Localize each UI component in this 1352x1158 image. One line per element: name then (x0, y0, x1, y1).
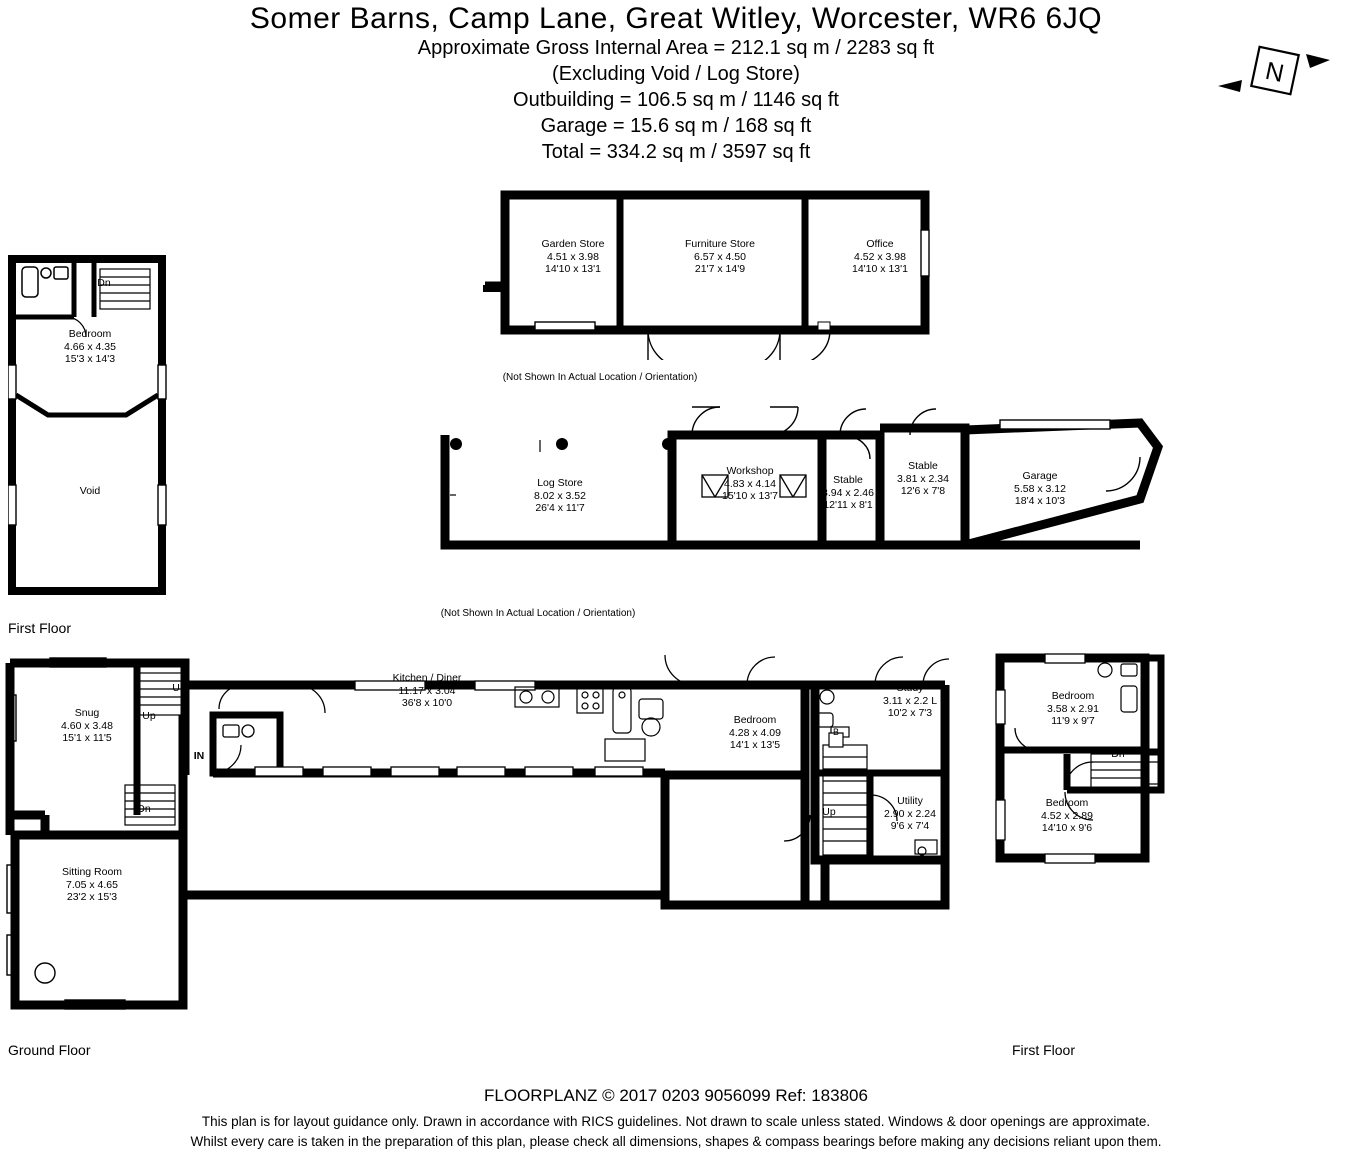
room-imperial: 36'8 x 10'0 (401, 697, 453, 709)
room-name: Office (866, 238, 894, 250)
room-label-bedroom-ff-right-1 (1018, 690, 1128, 728)
room-name: Snug (74, 707, 100, 719)
room-label-sitting-room (32, 866, 152, 904)
page-title: Somer Barns, Camp Lane, Great Witley, Worcester, WR6 6JQ (249, 2, 1103, 35)
first-floor-left-plan (8, 255, 168, 595)
room-name: Garden Store (541, 238, 605, 250)
room-label-study (862, 682, 958, 720)
room-imperial: 11'9 x 9'7 (1051, 715, 1095, 727)
room-imperial: 14'10 x 13'1 (852, 263, 908, 275)
room-imperial: 10'2 x 7'3 (887, 707, 933, 719)
room-name: Furniture Store (684, 238, 756, 250)
marker-dn-snug: Dn (137, 803, 151, 815)
room-imperial: 15'3 x 14'3 (64, 353, 116, 365)
room-name: Stable (908, 460, 938, 472)
room-imperial: 9'6 x 7'4 (890, 820, 930, 832)
room-imperial: 14'1 x 13'5 (729, 739, 781, 751)
room-metric: 3.11 x 2.2 L (882, 694, 938, 707)
room-metric: 7.05 x 4.65 (66, 878, 118, 891)
room-metric: 3.94 x 2.46 (822, 486, 874, 499)
svg-text:N: N (1262, 56, 1287, 89)
footer-disclaimer-2: Whilst every care is taken in the preparation of this plan, please check all dimensions, shapes & compass bearings before making any decisions reliant upon them. (190, 1134, 1162, 1149)
compass-icon (1210, 40, 1340, 100)
room-metric: 3.81 x 2.34 (897, 472, 949, 485)
room-name: Bedroom (68, 328, 112, 340)
room-imperial: 23'2 x 15'3 (66, 891, 118, 903)
room-name: Bedroom (733, 714, 777, 726)
room-label-kitchen-diner (362, 672, 492, 710)
room-imperial: 14'10 x 13'1 (545, 263, 601, 275)
room-label-bedroom-ff-left (45, 328, 135, 366)
room-name: Log Store (537, 477, 583, 489)
floor-label-ground-floor: Ground Floor (8, 1042, 91, 1058)
room-metric: 3.58 x 2.91 (1047, 702, 1099, 715)
area-line-4: Garage = 15.6 sq m / 168 sq ft (540, 115, 812, 137)
room-name: Bedroom (1045, 797, 1089, 809)
room-imperial: 14'10 x 9'6 (1041, 822, 1093, 834)
room-label-garage (985, 470, 1095, 508)
area-line-5: Total = 334.2 sq m / 3597 sq ft (541, 141, 811, 163)
marker-up-snug-1: Up (172, 682, 186, 694)
room-label-utility (862, 795, 958, 833)
room-metric: 4.51 x 3.98 (547, 250, 599, 263)
room-label-bedroom-gf (700, 714, 810, 752)
room-label-furniture-store (665, 238, 775, 276)
room-label-office (825, 238, 935, 276)
room-metric: 4.83 x 4.14 (724, 477, 776, 490)
footer-disclaimer-1: This plan is for layout guidance only. Drawn in accordance with RICS guidelines. Not drawn to scale unless stated. Windows & door openings are approximate. (201, 1114, 1151, 1129)
marker-up-right: Up (822, 806, 836, 818)
room-name: Kitchen / Diner (392, 672, 462, 684)
room-label-workshop (695, 465, 805, 503)
floor-label-first-floor-left: First Floor (8, 620, 71, 636)
note-garage: (Not Shown In Actual Location / Orientation) (440, 608, 636, 619)
area-line-1: Approximate Gross Internal Area = 212.1 sq m / 2283 sq ft (417, 37, 935, 59)
room-imperial: 18'4 x 10'3 (1014, 495, 1066, 507)
room-name: Study (896, 682, 924, 694)
room-label-stable-2 (875, 460, 971, 498)
marker-boiler: B (832, 727, 839, 737)
room-metric: 2.90 x 2.24 (884, 807, 936, 820)
room-metric: 4.52 x 3.98 (854, 250, 906, 263)
room-label-void (45, 485, 135, 498)
room-metric: 4.66 x 4.35 (64, 340, 116, 353)
room-name: Bedroom (1051, 690, 1095, 702)
room-metric: 4.60 x 3.48 (61, 719, 113, 732)
room-metric: 5.58 x 3.12 (1014, 482, 1066, 495)
room-imperial: 12'6 x 7'8 (900, 485, 946, 497)
room-label-garden-store (518, 238, 628, 276)
room-metric: 8.02 x 3.52 (534, 489, 586, 502)
room-label-snug (32, 707, 142, 745)
room-imperial: 15'1 x 11'5 (62, 732, 112, 744)
room-label-bedroom-ff-right-2 (1012, 797, 1122, 835)
room-name: Stable (833, 474, 863, 486)
room-name: Void (79, 485, 101, 497)
marker-dn-right: Dn (1111, 748, 1125, 760)
room-name: Utility (897, 795, 923, 807)
marker-dn-left: Dn (97, 277, 111, 289)
footer-credit: FLOORPLANZ © 2017 0203 9056099 Ref: 183806 (484, 1086, 868, 1105)
room-label-log-store (505, 477, 615, 515)
note-outbuilding: (Not Shown In Actual Location / Orientation) (502, 372, 698, 383)
room-metric: 4.52 x 2.89 (1041, 809, 1093, 822)
room-metric: 6.57 x 4.50 (694, 250, 746, 263)
area-line-3: Outbuilding = 106.5 sq m / 1146 sq ft (513, 89, 839, 111)
room-name: Sitting Room (61, 866, 123, 878)
room-name: Garage (1022, 470, 1058, 482)
room-metric: 11.17 x 3.04 (398, 684, 456, 697)
room-imperial: 12'11 x 8'1 (823, 499, 873, 511)
area-line-2: (Excluding Void / Log Store) (552, 63, 800, 85)
room-metric: 4.28 x 4.09 (729, 726, 781, 739)
room-name: Workshop (726, 465, 774, 477)
marker-in-door: IN (193, 750, 205, 762)
room-imperial: 21'7 x 14'9 (694, 263, 746, 275)
floor-label-first-floor-right: First Floor (1012, 1042, 1075, 1058)
room-imperial: 15'10 x 13'7 (722, 490, 778, 502)
marker-up-snug-2: Up (142, 710, 156, 722)
room-imperial: 26'4 x 11'7 (535, 502, 585, 514)
